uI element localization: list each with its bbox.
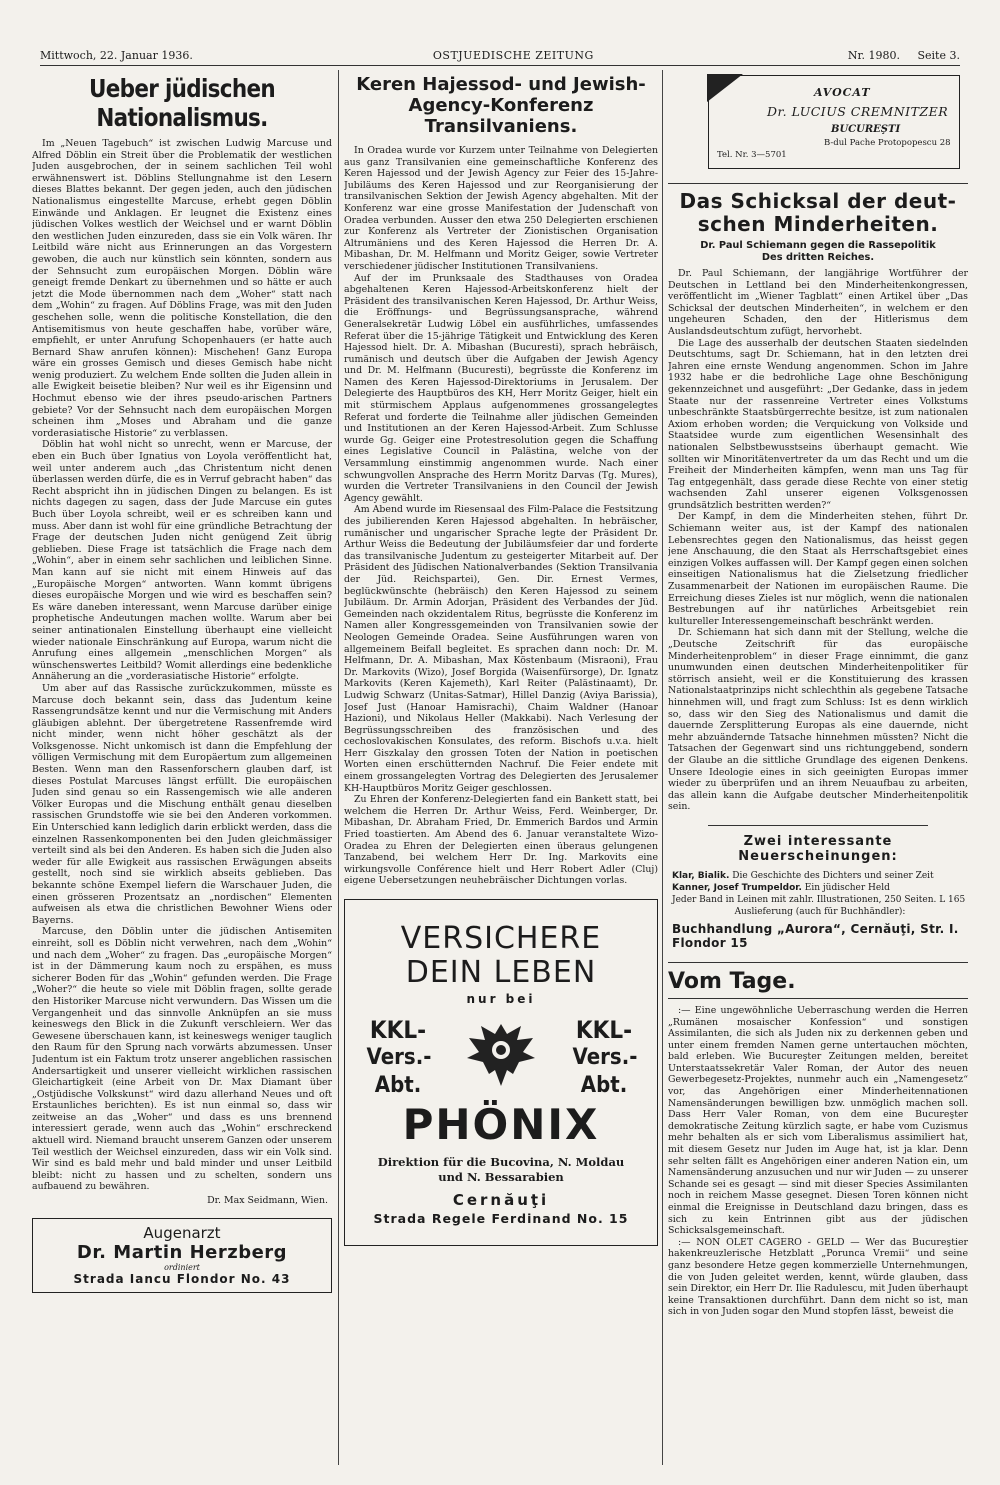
- book-title: Ein jüdischer Held: [804, 882, 890, 893]
- ad-direction-line: und N. Bessarabien: [438, 1170, 564, 1184]
- title-line: schen Minderheiten.: [697, 212, 939, 236]
- ad-augenarzt: [32, 1218, 332, 1293]
- header-date: Mittwoch, 22. Januar 1936.: [40, 49, 193, 62]
- ad-avocat: [708, 75, 960, 169]
- ad-address: Strada Regele Ferdinand No. 15: [373, 1211, 629, 1226]
- article-paragraph: Zu Ehren der Konferenz-Delegierten fand ein Bankett statt, bei welchem die Herren Dr. Arthur Weiss, Ferd. Weinberger, Dr. Mibashan, Dr. Abraham Fried, Dr. Emmerich Bardos und Armin Fried toastierten. Am Abend des 6. Januar veranstaltete Wizo-Oradea zu Ehren der Delegierten einen überaus gelungenen Tanzabend, bei welchem Herr Dr. Ing. Markovits eine wirkungsvolle Conférence hielt und Herr Robert Adler (Cluj) eigene Uebersetzungen neuhebräischer Dichtungen vorlas.: [344, 794, 658, 887]
- article-title-nationalismus: Ueber jüdischen Nationalismus.: [89, 74, 275, 132]
- column-left: [32, 70, 332, 1465]
- title-line: Das Schicksal der deut-: [679, 189, 957, 213]
- ad-line: nur bei: [466, 992, 536, 1006]
- kkl-label: KKL-: [575, 1016, 633, 1044]
- ad-doctor-name: Dr. Martin Herzberg: [76, 1242, 288, 1264]
- books-heading: Zwei interessante Neuerscheinungen:: [738, 833, 898, 864]
- column-right: [668, 70, 968, 1465]
- header-page-info: [834, 49, 960, 62]
- article-paragraph: In Oradea wurde vor Kurzem unter Teilnahme von Delegierten aus ganz Transilvanien eine gemeinschaftliche Konferenz des Keren Hajessod und der Jewish Agency zur Feier des 15-Jahre-Jubiläums des Keren Hajessod und zur Reorganisierung der transilvanischen Sektion der Jewish Agency abgehalten. Mit der Konferenz war eine grosse Manifestation der Judenschaft von Oradea verbunden. Ausser den etwa 250 Delegierten erschienen zur Konferenz als Vertreter der Zionistischen Organisation Altrumäniens und des Keren Hajessod die Herren Dr. A. Mibashan, Dr. M. Helfmann und Moritz Geiger, sowie Vertreter verschiedener jüdischer Institutionen Transilvaniens.: [344, 145, 658, 272]
- ad-line: Augenarzt: [143, 1224, 221, 1243]
- ad-phone: Tel. Nr. 3—5701: [717, 150, 787, 160]
- article-paragraph: Der Kampf, in dem die Minderheiten stehen, führt Dr. Schiemann weiter aus, ist der Kampf des nationalen Lebensrechtes gegen den Nationalismus, das heisst gegen jene Anschauung, die den Staat als Herrschaftsgebiet eines einzigen Volkes auffassen will. Der Kampf gegen einen solchen einseitigen Nationalismus hat die Zielsetzung friedlicher Zusammenarbeit der Nationen im europäischen Raume. Die Erreichung dieses Zieles ist nur möglich, wenn die nationalen Bestrebungen auf ihr natürliches Arbeitsgebiet rein kultureller Interessengemeinschaft beschränkt werden.: [668, 511, 968, 627]
- header-page: Seite 3.: [917, 49, 960, 62]
- title-line: Agency-Konferenz: [408, 95, 594, 116]
- book-title: Die Geschichte des Dichters und seiner Zeit: [732, 870, 934, 881]
- page-header: [40, 40, 960, 66]
- bookshop-address: Buchhandlung „Aurora“, Cernăuţi, Str. I. Flondor 15: [672, 921, 959, 950]
- subtitle-line: Dr. Paul Schiemann gegen die Rassepolitik: [700, 240, 936, 251]
- corner-ornament-icon: [707, 74, 747, 104]
- article-title-keren-hajessod: [344, 74, 658, 137]
- ad-direction: [345, 1155, 657, 1185]
- ad-line: ordiniert: [164, 1263, 200, 1273]
- article-subtitle: [668, 240, 968, 264]
- article-signature: Dr. Max Seidmann, Wien.: [207, 1195, 328, 1207]
- article-paragraph: Im „Neuen Tagebuch“ ist zwischen Ludwig Marcuse und Alfred Döblin ein Streit über die Problematik der westlichen Juden ausgebrochen, der in seinem sachlichen Teil wohl erwähnenswert ist. Döblins Stellungnahme ist den Lesern dieses Blattes bekannt. Der gegen jeden, auch den jüdischen Nationalismus eingestellte Marcuse, erhebt gegen Döblin Einwände und Anklagen. Er leugnet die Existenz eines jüdischen Volkes westlich der Weichsel und er warnt Döblin den westlichen Juden einzureden, dass sie ein Volk wären. Ihr Leitbild wäre nicht aus Erinnerungen an das Vorgestern gewoben, die auch nur künstlich sein könnten, sondern aus der Sehnsucht zum europäischen Morgen. Döblin wäre geneigt fremde Denkart zu übernehmen und so hätte er auch jetzt die Mode übernommen nach dem „Woher“ statt nach dem „Wohin“ zu fragen. Auf Döblins Frage, was mit den Juden geschehen solle, wenn die politische Konstellation, die den Antisemitismus von heute geschaffen habe, vorüber wäre, empfiehlt, er unter Anrufung Schopenhauers (er hatte auch Bernard Shaw anrufen können): Mischehen! Ganz Europa wäre ein grosses Gemisch und dieses Gemisch habe nicht wenig produziert. Zu welchem Ende sollten die Juden allein in alle Ewigkeit beisetie bleiben? Nur weil es ihr Eigensinn und Hochmut ebenso wie der ihres pseudo-arischen Partners gebiete? Vor der Sehnsucht nach dem europäischen Morgen scheinen ihm „Moses und Abraham und die ganze vorderasiatische Historie“ zu verblassen.: [32, 138, 332, 439]
- column-divider: [662, 70, 663, 1465]
- article-paragraph: Marcuse, den Döblin unter die jüdischen Antisemiten einreiht, soll es Döblin nicht verwehren, nach dem „Wohin“ und nach dem „Woher“ zu fragen. Das „europäische Morgen“ ist in der Dämmerung kaum noch zu erspähen, es muss sicherer Boden für das „Wohin“ gefunden werden. Die Frage „Woher?“ die heute so viele mit Döblin fragen, sollte gerade den Historiker Marcuse nicht verwundern. Das Wissen um die Vergangenheit und das sinnvolle Anknüpfen an sie muss keineswegs den Blick in die Zukunft verschleiern. Wer das Gewesene überschauen kann, ist keineswegs weniger tauglich den Raum für den Sprung nach vorwärts abzumessen. Unser Judentum ist ein Faktum trotz unserer angeblichen rassischen Andersartigkeit und unserer vielleicht wirklichen rassischen Gleichartigkeit (eine Arbeit von Dr. Max Diamant über „Ostjüdische Volkskunst“ wird dazu allerhand Neues und oft Erstaunliches berichten). Es ist nun einmal so, dass wir zeitweise an das „Woher“ und dass es uns brennend interessiert gerade, wenn auch das „Wohin“ erschreckend aktuell wird. Niemand braucht unserem Ganzen oder unserem Teil westlich der Weichsel einzureden, dass wir ein Volk sind. Wir sind es bald mehr und bald minder und unser Leitbild bleibt: nicht zu hassen und zu schelten, sondern uns aufbauend zu bewähren.: [32, 926, 332, 1193]
- section-divider: [668, 998, 968, 999]
- ad-address: B-dul Pache Protopopescu 28: [824, 138, 951, 148]
- ad-phoenix-insurance: [344, 899, 658, 1246]
- ad-line: AVOCAT: [814, 86, 871, 99]
- article-paragraph: Dr. Paul Schiemann, der langjährige Wortführer der Deutschen in Lettland bei den Minderheitenkongressen, veröffentlicht im „Wiener Tagblatt“ einen Artikel über „Das Schicksal der deutschen Minderheiten“, in welchem er den ungeheuren Schaden, den der Hitlerismus dem Auslandsdeutschtum zufügt, hervorhebt.: [668, 268, 968, 337]
- news-paragraph: :— Eine ungewöhnliche Ueberraschung werden die Herren „Rumänen mosaischer Konfession“ und sonstigen Assimilanten, die sich als Juden nix zu derkennen geben und unter einem fremden Namen gerne untertauchen möchten, bald erleben. Wie Bucureşter Zeitungen melden, bereitet Unterstaatssekretär Valer Roman, der Autor des neuen Gewerbegesetz-Projektes, nunmehr auch ein „Namengesetz“ vor, das Angehörigen einer Minderheitennationen Namensänderungen bewilligen bzw. unmöglich machen soll. Dass Herr Valer Roman, von dem eine Bucureşter demokratische Zeitung kürzlich sagte, er habe vom Cuzismus mehr behalten als er sich vom Liberalismus assimiliert hat, mit diesem Gesetz nur Juden im Auge hat, ist ja klar. Denn sehr selten fällt es Angehörigen einer anderen Nation ein, um Namensänderung anzusuchen und nur wir Juden — zu unserer Schande sei es gesagt — sind mit dieser Species Assimilanten noch in reichem Masse gesegnet. Diesen Toren können nicht einmal die Ereignisse in Deutschland dazu bringen, dass es sich zu kein Entrinnen gibt aus der jüdischen Schicksalsgemeinschaft.: [668, 1004, 968, 1237]
- ad-kkl-left: [367, 1016, 430, 1100]
- article-paragraph: Um aber auf das Rassische zurückzukommen, müsste es Marcuse doch bekannt sein, dass das Judentum keine Rassengrundsätze kennt und nur die Vermischung mit Anders gläubigen ablehnt. Der übergetretene Rassenfremde wird nicht minder, wenn nicht höher geschätzt als der Volksgenosse. Nicht unkomisch ist dann die Empfehlung der völligen Vermischung mit dem Europäertum zum allgemeinen Besten. Wenn man den Rassenforschern glauben darf, ist dieses Postulat Marcuses längst erfüllt. Die europäischen Juden sind genau so ein Rassengemisch wie alle anderen Völker Europas und die Mischung enthält genau dieselben rassischen Grundstoffe wie sie bei den Anderen vorkommen. Ein Unterschied kann lediglich darin erblickt werden, dass die einzelnen Rassenkomponenten bei den Juden gleichmässiger verteilt sind als bei den Anderen. Es haben sich die Juden also weder für alle Ewigkeit aus rassischen Erwägungen abseits gestellt, noch sind sie wirklich abseits geblieben. Das bekannte schöne Exempel liefern die Warschauer Juden, die einen grösseren Prozentsatz an „nordischen“ Elementen aufweisen als etwa die christlichen Bewohner Wiens oder Bayerns.: [32, 682, 332, 926]
- article-paragraph: Dr. Schiemann hat sich dann mit der Stellung, welche die „Deutsche Zeitschrift für das europäische Minderheitenproblem“ in dieser Frage einnimmt, die ganz unumwunden einen deutschen Minderheitenpolitiker für störrisch ansieht, weil er die Konstituierung des krassen Nationalstaatprinzips nicht schlechthin als gegebene Tatsache hinnehmen will, und fragt zum Schluss: Ist es denn wirklich so, dass wir den Sieg des Nationalismus und damit die dauernde Zersplitterung Europas als eine dauernde, nicht mehr abzuändernde Tatsache hinnehmen müssten? Nicht die Tatsachen der Gegenwart sind uns richtunggebend, sondern der Glaube an die sittliche Grundlage des eigenen Denkens. Unsere Ideologie eines in sich geeinigten Europas immer wieder zu überprüfen und an ihrem Neuaufbau zu arbeiten, das allein kann die Aufgabe deutscher Minderheitenpolitik sein.: [668, 627, 968, 813]
- ad-lawyer-name: Dr. LUCIUS CREMNITZER: [767, 104, 949, 119]
- column-divider: [338, 70, 339, 1465]
- header-number: Nr. 1980.: [847, 49, 900, 62]
- article-paragraph: Döblin hat wohl nicht so unrecht, wenn er Marcuse, der eben ein Buch über Ignatius von Loyola veröffentlicht hat, weil unter anderem auch „das Christentum nicht denen überlassen werden dürfe, die es in Verruf gebracht haben“ das Recht abspricht ihn in jüdischen Dingen zu belangen. Es ist nichts dagegen zu sagen, dass der Jude Marcuse ein gutes Buch über Loyola schreibt, weil er es schreiben kann und muss. Aber dann ist wohl für eine gründliche Betrachtung der Frage der deutschen Juden nicht genügend Zeit übrig geblieben. Diese Frage ist tatsächlich die Frage nach dem „Wohin“, aber in einem sehr sachlichen und leiblichen Sinne. Man kann auf sie nicht mit einem Hinweis auf das „Europäische Morgen“ antworten. Wann kommt übrigens dieses europäische Morgen und wie wird es beschaffen sein? Es wäre daneben interessant, wenn Marcuse darüber einige prophetische Andeutungen machen wollte. Warum aber bei seiner antinationalen Einstellung überhaupt eine vielleicht wieder nationale Einschränkung auf Europa, warum nicht die Anrufung eines allgemein „menschlichen Morgen“ als wünschenswertes Leitbild? Womit allerdings eine bedenkliche Annäherung an die „vorderasiatische Historie“ erfolgte.: [32, 439, 332, 683]
- ad-kkl-right: [573, 1016, 636, 1100]
- ad-headline: DEIN LEBEN: [405, 955, 597, 990]
- ad-city: Cernăuţi: [452, 1191, 550, 1209]
- book-note: Auslieferung (auch für Buchhändler):: [734, 906, 906, 917]
- section-title-vom-tage: Vom Tage.: [668, 962, 968, 994]
- article-paragraph: Auf der im Prunksaale des Stadthauses von Oradea abgehaltenen Keren Hajessod-Arbeitskonferenz hielt der Präsident des transilvanischen Keren Hajessod, Dr. Arthur Weiss, die Eröffnungs- und Begrüssungsansprache, während Generalsekretär Ludwig Löbel ein ausführliches, umfassendes Referat über die 15-jährige Tätigkeit und Entwicklung des Keren Hajessod hielt. Dr. A. Mibashan (Bucuresti), sprach hebräisch, rumänisch und deutsch über die Aufgaben der Jewish Agency und Dr. M. Helfmann (Bucuresti), begrüsste die Konferenz im Namen des Keren Hajessod-Direktoriums in Jerusalem. Der Delegierte des Hauptbüros des KH, Herr Moritz Geiger, hielt ein mit stürmischem Applaus aufgenommenes grossangelegtes Referat und forderte die Teilnahme aller jüdischen Gemeinden und Institutionen an der Keren Hajessod-Arbeit. Zum Schlusse wurde Gg. Geiger eine Protestresolution gegen die Schaffung eines Legislative Council in Palästina, welche von der Versammlung einstimmig angenommen wurde. Nach einer schwungvollen Ansprache des Herrn Moritz Darvas (Tg. Mures), wurden die Vertreter Transilvaniens in den Council der Jewish Agency gewählt.: [344, 272, 658, 504]
- news-paragraph: :— NON OLET CAGERO - GELD — Wer das Bucureştier hakenkreuzlerische Hetzblatt „Porunca Vremii“ und seine ganz besondere Hetze gegen kommerzielle Unternehmungen, die von Juden geleitet werden, kennt, würde glauben, dass sein Direktor, ein Herr Dr. Ilie Radulescu, mit Juden überhaupt keine Transaktionen durchführt. Dann dem nicht so ist, man sich in von Juden sogar den Mund stopfen lässt, beweist die: [668, 1236, 968, 1318]
- article-title-schicksal: [668, 183, 968, 236]
- book-author: Kanner, Josef Trumpeldor.: [672, 882, 802, 893]
- kkl-dept: Vers.-Abt.: [572, 1045, 638, 1098]
- ad-headline: VERSICHERE: [400, 921, 602, 956]
- kkl-label: KKL-: [369, 1016, 427, 1044]
- article-paragraph: Am Abend wurde im Riesensaal des Film-Palace die Festsitzung des jubilierenden Keren Hajessod abgehalten. In hebräischer, rumänischer und ungarischer Sprache legte der Präsident Dr. Arthur Weiss die Bedeutung der Jubiläumsfeier dar und forderte das transilvanische Judentum zu gesteigerter Mitarbeit auf. Der Präsident des Jüdischen Nationalverbandes (Sektion Transilvania der Jüd. Reichspartei), Gen. Dir. Ernest Vermes, beglückwünschte (hebräisch) den Keren Hajessod zu seinem Jubiläum. Dr. Armin Adorjan, Präsident des Verbandes der Jüd. Gemeinden nach okzidentalem Ritus, begrüsste die Konferenz im Namen aller Kongressgemeinden von Transilvanien sowie der Neologen Gemeinde Oradea. Seine Ausführungen waren von allgemeinem Beifall begleitet. Es sprachen dann noch: Dr. M. Helfmann, Dr. A. Mibashan, Max Köstenbaum (Misraoni), Frau Dr. Markovits (Wizo), Josef Borgida (Waisenfürsorge), Dr. Ignatz Markovits (Keren Kajemeth), Karl Reiter (Palästinaamt), Dr. Ludwig Schwarz (Unitas-Satmar), Hillel Danzig (Aviya Barissia), Josef Just (Hanoar Hamisrachi), Chaim Waldner (Hanoar Hazioni), und Nikolaus Heller (Makkabi). Nach Verlesung der Begrüssungsschreiben des französischen und des cechoslovakischen Konsulates, des reform. Bischofs u.v.a. hielt Herr Giszkalay den grossen Toten der Nation in poetischen Worten einen erschütternden Nachruf. Die Feier endete mit einem grossangelegten Vortrag des Delegierten des Jerusalemer KH-Hauptbüros Moritz Geiger geschlossen.: [344, 504, 658, 794]
- eagle-emblem-icon: [461, 1016, 541, 1096]
- ad-address: Strada Iancu Flondor No. 43: [73, 1272, 291, 1287]
- section-divider: [708, 825, 928, 826]
- column-middle: [344, 70, 658, 1465]
- book-entry: [672, 882, 968, 894]
- book-author: Klar, Bialik.: [672, 870, 730, 881]
- kkl-dept: Vers.-Abt.: [366, 1045, 432, 1098]
- header-paper-name: OSTJUEDISCHE ZEITUNG: [432, 49, 594, 62]
- ad-kkl-row: [345, 1016, 657, 1100]
- book-entry: [672, 870, 968, 882]
- ad-direction-line: Direktion für die Bucovina, N. Moldau: [377, 1155, 625, 1169]
- article-paragraph: Die Lage des ausserhalb der deutschen Staaten siedelnden Deutschtums, sagt Dr. Schiemann, hat in den letzten drei Jahren eine ernste Wendung angenommen. Schon im Jahre 1932 habe er die bedrohliche Lage ohne Beschönigung gekennzeichnet und ausgeführt: „Der Gedanke, dass in jedem Staate nur der rassenreine Vertreter eines Volkstums unbeschränkte Staatsbürgerrechte besitze, ist zum nationalen Axiom erhoben worden; die Verquickung von Volkside und Staatsidee wurde zum eigentlichen Wesensinhalt des nationalen Selbstbewusstseins überhaupt gemacht. Wie sollten wir Minoritätenvertreter da um das Recht und um die Freiheit der Minderheiten kämpfen, wenn man uns Tag für Tag entgegenhält, dass gerade diese Rechte von einer stetig wachsenden Zahl unserer eigenen Volksgenossen grundsätzlich bestritten werden?“: [668, 337, 968, 511]
- subtitle-line: Des dritten Reiches.: [761, 252, 875, 263]
- title-line: Keren Hajessod- und Jewish-: [356, 74, 646, 95]
- ad-brand-name: PHÖNIX: [402, 1100, 600, 1149]
- book-note: Jeder Band in Leinen mit zahlr. Illustrationen, 250 Seiten. L 165: [672, 894, 966, 905]
- title-line: Transilvaniens.: [424, 116, 578, 137]
- ad-city: BUCUREŞTI: [831, 124, 901, 135]
